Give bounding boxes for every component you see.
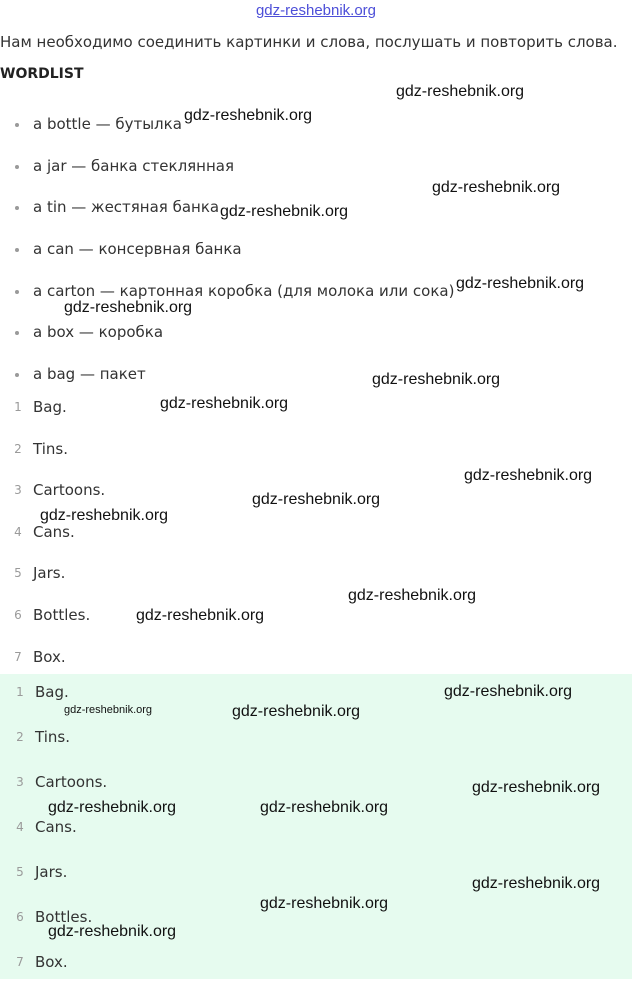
watermark: gdz-reshebnik.org	[252, 491, 381, 508]
watermark: gdz-reshebnik.org	[432, 179, 561, 196]
watermark: gdz-reshebnik.org	[136, 607, 265, 624]
answer-text: Bag.	[33, 398, 67, 416]
list-item	[0, 229, 454, 271]
watermark: gdz-reshebnik.org	[348, 587, 477, 604]
answer-number: 1	[14, 400, 22, 414]
answer-text: Tins.	[33, 439, 68, 458]
list-item	[0, 312, 454, 354]
answer-text: Cans.	[35, 818, 77, 836]
answer-item	[0, 429, 632, 471]
watermark: gdz-reshebnik.org	[220, 203, 349, 220]
watermark: gdz-reshebnik.org	[64, 299, 193, 316]
watermark: gdz-reshebnik.org	[160, 395, 289, 412]
watermark: gdz-reshebnik.org	[472, 779, 601, 796]
watermark: gdz-reshebnik.org	[372, 371, 501, 388]
answer-number: 1	[16, 685, 24, 699]
watermark: gdz-reshebnik.org	[472, 875, 601, 892]
task-instruction: Нам необходимо соединить картинки и слова, послушать и повторить слова.	[0, 33, 618, 51]
answer-text: Bottles.	[33, 605, 91, 624]
list-item	[0, 146, 454, 188]
answer-text: Cans.	[33, 522, 75, 541]
answer-text: Jars.	[35, 863, 68, 881]
wordlist-title: WORDLIST	[0, 66, 84, 82]
answer-text: Box.	[33, 647, 66, 666]
answer-item	[0, 715, 107, 760]
answer-item	[0, 595, 632, 637]
answer-text: Jars.	[33, 564, 66, 583]
answer-number: 4	[14, 524, 22, 539]
answer-text: Bottles.	[35, 908, 93, 926]
bullet-icon	[15, 248, 19, 252]
answer-item	[0, 553, 632, 595]
watermark: gdz-reshebnik.org	[464, 467, 593, 484]
answer-number: 4	[16, 820, 24, 834]
answer-item	[0, 850, 107, 895]
watermark: gdz-reshebnik.org	[260, 799, 389, 816]
answer-text: Cartoons.	[33, 481, 106, 500]
watermark: gdz-reshebnik.org	[444, 683, 573, 700]
answer-text: Tins.	[35, 728, 70, 746]
bullet-icon	[15, 206, 19, 210]
list-item-text: a bag — пакет	[33, 365, 146, 384]
answer-number: 2	[14, 441, 22, 456]
watermark: gdz-reshebnik.org	[48, 923, 177, 940]
bullet-icon	[15, 165, 19, 169]
list-item-text: a jar — банка стеклянная	[33, 156, 235, 175]
answer-number: 3	[14, 483, 22, 498]
answer-number: 5	[14, 566, 22, 581]
answer-number: 3	[16, 775, 24, 789]
site-header-link[interactable]: gdz-reshebnik.org	[255, 2, 377, 19]
answer-number: 5	[16, 865, 24, 879]
list-item-text: a carton — картонная коробка (для молока или сока)	[33, 281, 455, 300]
watermark: gdz-reshebnik.org	[64, 704, 153, 716]
watermark: gdz-reshebnik.org	[184, 107, 313, 124]
bullet-icon	[15, 123, 19, 127]
answer-number: 6	[14, 607, 22, 622]
answer-number: 2	[16, 730, 24, 744]
list-item-text: a can — консервная банка	[33, 240, 242, 259]
answer-number: 7	[16, 955, 24, 969]
watermark: gdz-reshebnik.org	[260, 895, 389, 912]
answer-list	[0, 387, 632, 678]
answer-text: Cartoons.	[35, 773, 108, 791]
watermark: gdz-reshebnik.org	[232, 703, 361, 720]
answer-text: Box.	[35, 953, 68, 971]
watermark: gdz-reshebnik.org	[48, 799, 177, 816]
list-item-text: a bottle — бутылка	[33, 115, 182, 133]
answer-number: 6	[16, 910, 24, 924]
answer-number: 7	[14, 649, 22, 664]
bullet-icon	[15, 290, 19, 294]
bullet-icon	[15, 373, 19, 377]
wordlist	[0, 104, 454, 396]
answer-item	[0, 940, 107, 985]
list-item-text: a tin — жестяная банка	[33, 198, 220, 217]
watermark: gdz-reshebnik.org	[456, 275, 585, 292]
watermark: gdz-reshebnik.org	[396, 83, 525, 100]
list-item-text: a box — коробка	[33, 323, 164, 342]
answer-item	[0, 387, 632, 429]
answer-text: Bag.	[35, 683, 69, 701]
watermark: gdz-reshebnik.org	[40, 507, 169, 524]
bullet-icon	[15, 331, 19, 335]
